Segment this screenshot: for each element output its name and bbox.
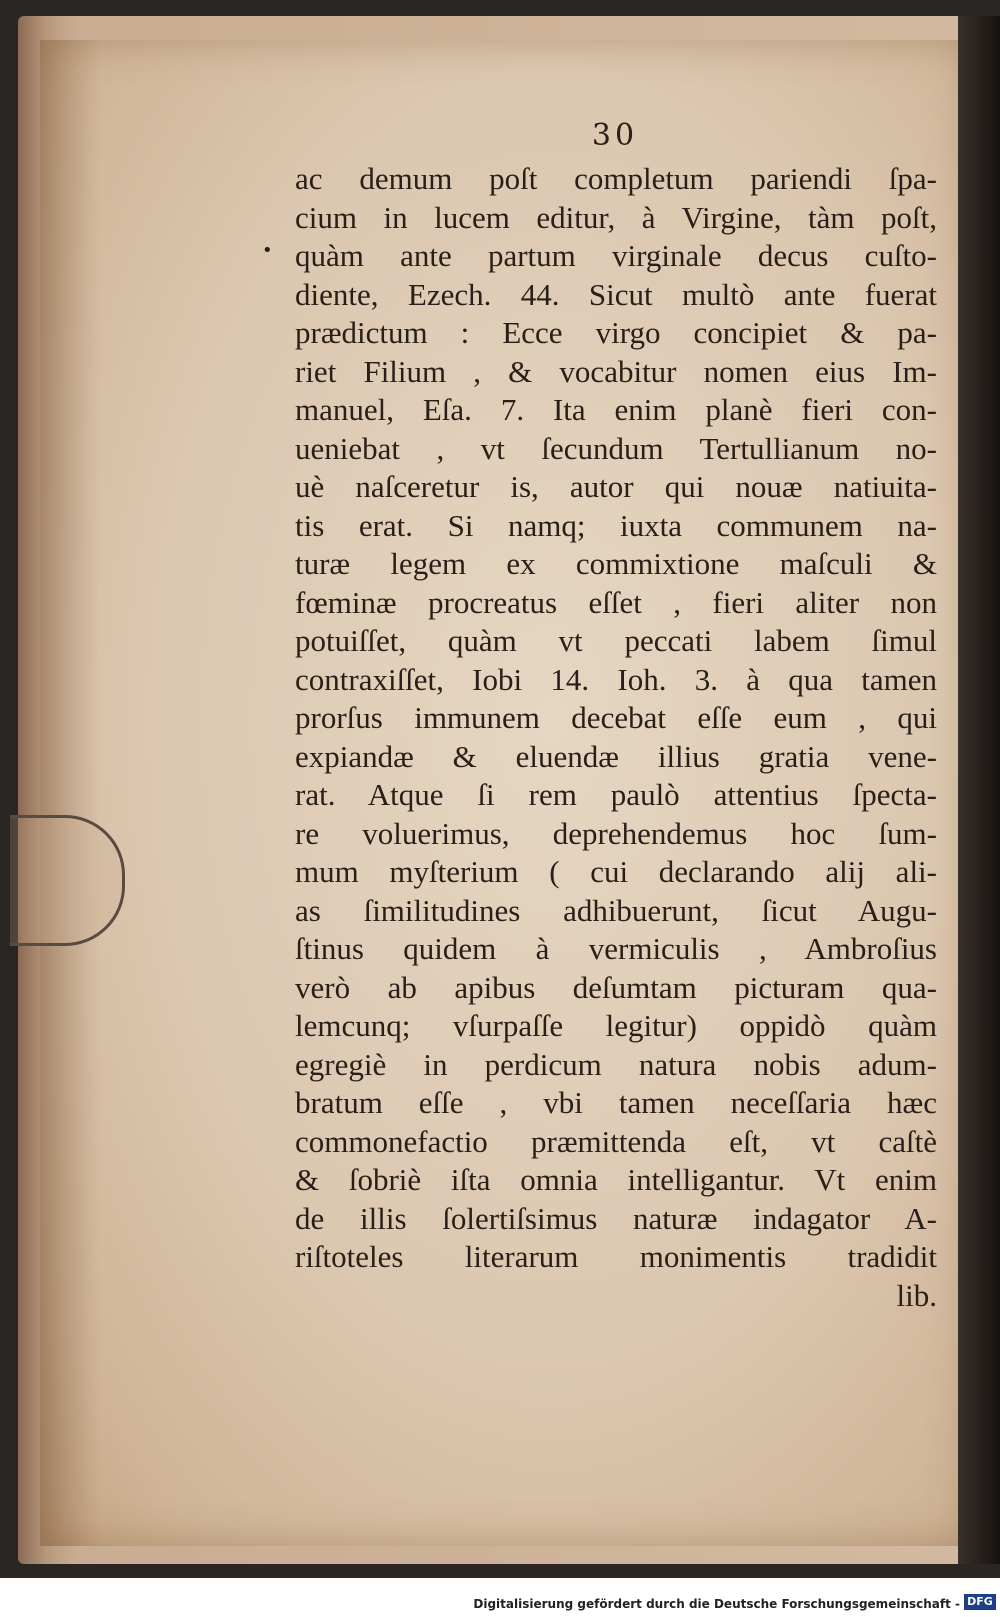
text-line: & ſobriè iſta omnia intelligantur. Vt enim xyxy=(295,1162,937,1197)
text-line: commonefactio præmittenda eſt, vt caſtè xyxy=(295,1123,937,1159)
text-line: expiandæ & eluendæ illius gratia vene- xyxy=(295,738,937,774)
text-line: verò ab apibus deſumtam picturam qua- xyxy=(295,969,937,1005)
text-line: quàm ante partum virginale decus cuſto- xyxy=(295,238,937,273)
text-line: ſtinus quidem à vermiculis , Ambroſius xyxy=(295,931,937,966)
margin-mark: • xyxy=(262,240,273,261)
text-line: riet Filium , & vocabitur nomen eius Im- xyxy=(295,353,937,389)
text-line: re voluerimus, deprehendemus hoc ſum- xyxy=(295,815,937,851)
text-line: riſtoteles literarum monimentis tradidit xyxy=(295,1239,937,1274)
text-line: rat. Atque ſi rem paulò attentius ſpecta- xyxy=(295,777,937,812)
text-line: manuel, Eſa. 7. Ita enim planè fieri con- xyxy=(295,392,937,427)
text-line: fœminæ procreatus eſſet , fieri aliter non xyxy=(295,584,937,620)
text-line: prædictum : Ecce virgo concipiet & pa- xyxy=(295,315,937,350)
text-line: egregiè in perdicum natura nobis adum- xyxy=(295,1046,937,1082)
dfg-logo: DFG xyxy=(964,1594,996,1610)
text-line: uè naſceretur is, autor qui nouæ natiuita- xyxy=(295,469,937,504)
text-line: potuiſſet, quàm vt peccati labem ſimul xyxy=(295,623,937,658)
footer-credit: Digitalisierung gefördert durch die Deutsche Forschungsgemeinschaft - xyxy=(473,1597,960,1611)
text-line: de illis ſolertiſsimus naturæ indagator A- xyxy=(295,1200,937,1236)
text-line: as ſimilitudines adhibuerunt, ſicut Augu- xyxy=(295,892,937,928)
text-line: bratum eſſe , vbi tamen neceſſaria hæc xyxy=(295,1085,937,1120)
page-gutter-shadow xyxy=(40,40,100,1546)
text-line: lemcunq; vſurpaſſe legitur) oppidò quàm xyxy=(295,1008,937,1043)
text-line: cium in lucem editur, à Virgine, tàm poſt, xyxy=(295,199,937,235)
text-line: prorſus immunem decebat eſſe eum , qui xyxy=(295,700,937,735)
clip-mark xyxy=(10,815,125,946)
text-line: ueniebat , vt ſecundum Tertullianum no- xyxy=(295,430,937,466)
text-line: contraxiſſet, Iobi 14. Ioh. 3. à qua tamen xyxy=(295,661,937,697)
text-line: diente, Ezech. 44. Sicut multò ante fuerat xyxy=(295,276,937,312)
text-line: ac demum poſt completum pariendi ſpa- xyxy=(295,161,937,196)
book-spine xyxy=(958,16,1000,1564)
body-text xyxy=(295,160,937,1315)
catchword: lib. xyxy=(896,1277,937,1313)
text-line: tis erat. Si namq; iuxta communem na- xyxy=(295,507,937,543)
text-line: mum myſterium ( cui declarando alij ali- xyxy=(295,854,937,889)
text-line: turæ legem ex commixtione maſculi & xyxy=(295,546,937,581)
page-number: 30 xyxy=(591,118,639,153)
